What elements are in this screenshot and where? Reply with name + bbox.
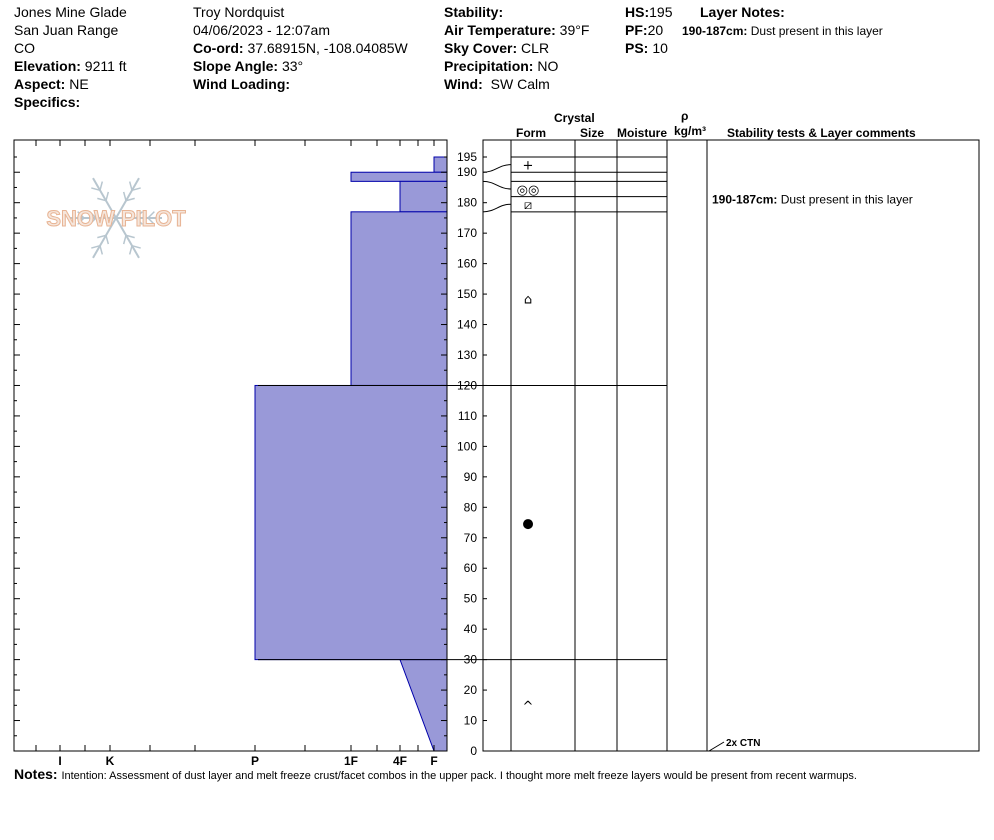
location-name: Jones Mine Glade <box>14 4 127 20</box>
elevation-value: 9211 ft <box>84 58 127 74</box>
layer-comment: 190-187cm: Dust present in this layer <box>712 192 913 207</box>
depth-tick-label: 150 <box>456 287 477 302</box>
depth-tick-label: 160 <box>456 256 477 271</box>
form-header: Form <box>516 126 546 140</box>
layer-note-range: 190-187cm: <box>682 24 748 38</box>
depth-tick-label: 30 <box>463 652 477 667</box>
depth-tick-label: 90 <box>463 469 477 484</box>
hs-value: 195 <box>649 4 673 20</box>
precip-value: NO <box>537 58 559 74</box>
stability-tests-header: Stability tests & Layer comments <box>727 126 916 140</box>
aspect-value: NE <box>69 76 89 92</box>
grain-form-symbol: ⌂ <box>523 292 533 308</box>
snowflake-branch <box>130 182 132 191</box>
slope-label: Slope Angle: <box>193 58 279 74</box>
layer-notes-label: Layer Notes: <box>700 4 785 20</box>
depth-tick-label: 130 <box>456 348 477 362</box>
elevation-label: Elevation: <box>14 58 81 74</box>
hardness-bar <box>400 181 447 211</box>
state: CO <box>14 40 35 56</box>
depth-tick-label: 180 <box>456 195 477 210</box>
hardness-label: P <box>250 754 260 768</box>
sky-label: Sky Cover: <box>444 40 518 56</box>
air-temp-label: Air Temperature: <box>444 22 556 38</box>
rho-header: ρ <box>681 109 689 123</box>
hs-label: HS: <box>625 4 650 20</box>
hardness-bar <box>255 385 447 659</box>
grain-form-symbol: + <box>522 158 534 174</box>
observer-name: Troy Nordquist <box>193 4 285 20</box>
ps-label: PS: <box>625 40 649 56</box>
hardness-bar <box>434 157 447 172</box>
depth-tick-label: 10 <box>463 713 477 728</box>
notes-row <box>14 766 857 783</box>
depth-tick-label: 50 <box>463 591 477 606</box>
mountain-range: San Juan Range <box>14 22 119 38</box>
stability-test-pointer <box>709 742 724 751</box>
snowflake-branch <box>124 192 126 201</box>
snowflake-branch <box>106 235 108 244</box>
hardness-label: K <box>105 754 115 768</box>
notes-label: Notes: <box>14 766 58 782</box>
depth-tick-label: 190 <box>456 165 477 180</box>
stability-test-label: 2x CTN <box>726 738 761 749</box>
snowflake-branch <box>124 235 126 244</box>
size-header: Size <box>580 126 605 140</box>
depth-tick-label: 170 <box>456 226 477 241</box>
slope-value: 33° <box>281 58 304 74</box>
depth-tick-label: 20 <box>463 683 477 698</box>
depth-tick-label: 100 <box>456 439 477 454</box>
depth-tick-label: 110 <box>457 408 477 423</box>
snowpilot-watermark <box>46 178 186 258</box>
snowflake-branch <box>130 246 132 255</box>
hardness-bar <box>351 172 447 181</box>
observation-datetime: 04/06/2023 - 12:07am <box>193 22 330 38</box>
hardness-label: 4F <box>392 754 408 768</box>
density-unit-header: kg/m³ <box>674 124 707 138</box>
grain-form-symbol: ^ <box>522 699 534 715</box>
ps-value: 10 <box>652 40 668 56</box>
hardness-bar <box>400 660 447 751</box>
depth-tick-label: 195 <box>456 150 477 164</box>
depth-connector <box>483 165 511 173</box>
depth-tick-label: 140 <box>456 317 477 332</box>
specifics-label: Specifics: <box>14 94 81 110</box>
depth-tick-label: 70 <box>463 530 477 545</box>
moisture-header: Moisture <box>617 126 668 140</box>
hardness-label: 1F <box>343 754 359 768</box>
hardness-label: F <box>430 754 438 768</box>
wind-label: Wind: <box>444 76 483 92</box>
depth-tick-label: 60 <box>463 561 477 576</box>
watermark-text: SNOW PILOT <box>46 206 186 231</box>
sky-value: CLR <box>521 40 550 56</box>
grain-form-symbol: ● <box>522 516 534 532</box>
depth-tick-label: 80 <box>463 500 477 515</box>
precip-label: Precipitation: <box>444 58 534 74</box>
depth-tick-label: 40 <box>463 622 477 637</box>
coord-label: Co-ord: <box>193 40 244 56</box>
snowflake-branch <box>106 192 108 201</box>
crystal-header: Crystal <box>554 111 595 125</box>
depth-tick-label: 0 <box>470 744 477 758</box>
wind-loading-label: Wind Loading: <box>193 76 291 92</box>
pf-value: 20 <box>647 22 664 38</box>
pf-label: PF: <box>625 22 648 38</box>
wind-value: SW Calm <box>490 76 550 92</box>
snowflake-branch <box>100 246 102 255</box>
depth-connector <box>483 204 511 212</box>
grain-form-symbol: ⧄ <box>523 198 533 214</box>
notes-text: Intention: Assessment of dust layer and melt freeze crust/facet combos in the upper pack. I thought more melt freeze layers would be present from recent warmups. <box>61 770 857 782</box>
snowflake-branch <box>100 182 102 191</box>
aspect-label: Aspect: <box>14 76 66 92</box>
coord-value: 37.68915N, -108.04085W <box>247 40 408 56</box>
air-temp-value: 39°F <box>559 22 590 38</box>
grain-form-symbol: ◎◎ <box>516 182 540 198</box>
layer-note-text: Dust present in this layer <box>750 24 883 38</box>
hardness-bar <box>351 212 447 386</box>
stability-label: Stability: <box>444 4 504 20</box>
hardness-label: I <box>58 754 62 768</box>
depth-connector <box>483 181 511 189</box>
depth-tick-label: 120 <box>456 378 477 393</box>
